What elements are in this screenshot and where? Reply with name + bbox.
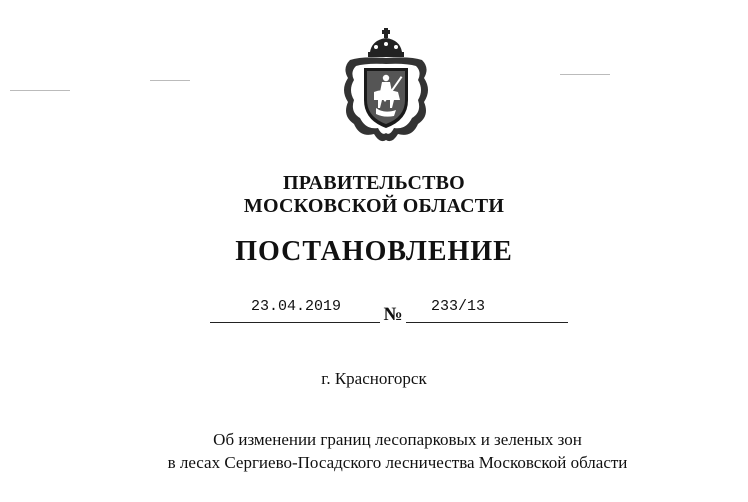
- scan-speck: [560, 74, 610, 75]
- document-subject: [0, 428, 748, 474]
- registration-row: [210, 298, 570, 328]
- scan-speck: [150, 80, 190, 81]
- document-number: 233/13: [430, 298, 485, 315]
- number-sign: №: [383, 304, 403, 325]
- scan-speck: [10, 90, 70, 91]
- city: г. Красногорск: [321, 369, 427, 388]
- government-name-line1: ПРАВИТЕЛЬСТВО: [283, 172, 465, 194]
- government-name: [0, 172, 748, 218]
- number-underline: [406, 322, 568, 323]
- government-name-line2: МОСКОВСКОЙ ОБЛАСТИ: [243, 195, 505, 217]
- document-date: 23.04.2019: [250, 298, 341, 315]
- subject-line2: в лесах Сергиево-Посадского лесничества Московской области: [167, 453, 628, 472]
- moscow-oblast-coat-of-arms-icon: [340, 28, 432, 146]
- document-type: ПОСТАНОВЛЕНИЕ: [235, 236, 513, 267]
- date-underline: [210, 322, 380, 323]
- subject-line1: Об изменении границ лесопарковых и зеленых зон: [213, 430, 582, 449]
